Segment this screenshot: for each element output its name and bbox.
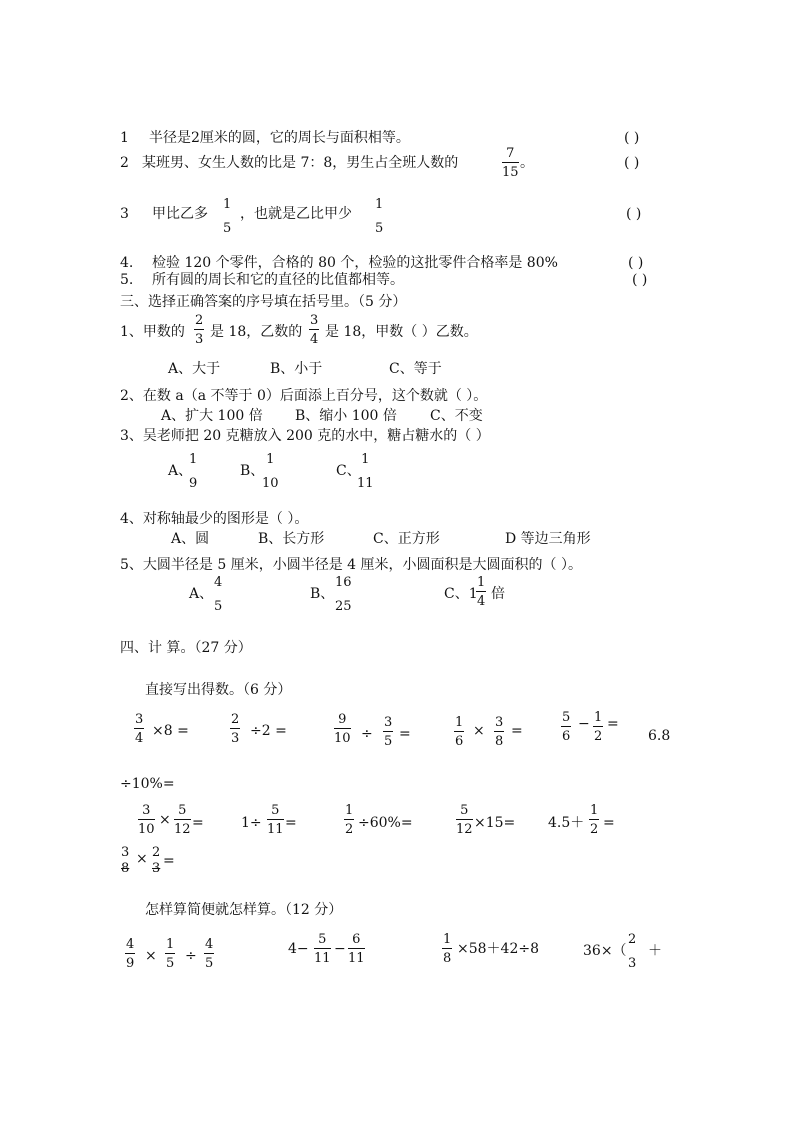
judge-q5-answer-paren[interactable]: ( ): [632, 272, 648, 288]
calc-r2-e5-lead: 4.5＋: [548, 815, 585, 831]
calc-r1-e4-operator: ×: [473, 723, 485, 739]
calc-r1-e5-fraction-b: $\frac{1}{2}$: [594, 710, 603, 744]
choice-q2-text: 2、在数 a（a 不等于 0）后面添上百分号，这个数就（ ）。: [120, 388, 488, 404]
choice-q3-option-c-fraction: 1 11: [357, 452, 374, 491]
calc-r4-e2-fraction-b: $\frac{6}{11}$: [348, 932, 365, 966]
calc-r3-e1-fraction-a: 3 8: [121, 845, 130, 876]
judge-q3-text-a: 甲比乙多: [152, 206, 208, 222]
choice-q1-text-a: 1、甲数的: [120, 324, 185, 340]
calc-r4-e2-fraction-a: $\frac{5}{11}$: [314, 932, 331, 966]
calc-r1-e2-tail: ÷2 =: [250, 723, 287, 739]
choice-q3-option-b-label[interactable]: B、: [240, 463, 265, 479]
choice-q3-option-a-fraction: 1 9: [189, 452, 198, 491]
calc-r4-e4-tail: ＋: [648, 943, 662, 959]
choice-q5-option-a-fraction: 4 5: [214, 575, 223, 614]
judge-q5-text: 所有圆的周长和它的直径的比值都相等。: [152, 272, 404, 288]
calc-r1-e5-tail: =: [607, 716, 619, 732]
calc-r4-e4-lead: 36×（: [583, 943, 627, 959]
judge-q1-text: 半径是2厘米的圆，它的周长与面积相等。: [149, 130, 410, 146]
choice-q3-option-b-fraction: 1 10: [262, 452, 279, 491]
judge-q3-text-b: ，也就是乙比甲少: [240, 206, 352, 222]
calc-r4-e2-lead: 4−: [288, 941, 309, 957]
choice-q1-text-c: 是 18，甲数（ ）乙数。: [325, 324, 478, 340]
choice-q3-text: 3、吴老师把 20 克糖放入 200 克的水中，糖占糖水的（ ）: [120, 428, 490, 444]
judge-q1-answer-paren[interactable]: ( ): [624, 130, 640, 146]
calc-r1-e6-part-a: 6.8: [648, 728, 671, 744]
choice-q5-option-a-label[interactable]: A、: [189, 586, 214, 602]
calc-r4-e4-fraction: 2 3: [628, 932, 637, 971]
calc-r3-e1-tail: =: [163, 853, 175, 869]
judge-q4-number: 4.: [120, 255, 134, 271]
calc-r2-e5-tail: =: [603, 815, 615, 831]
choice-q3-option-c-label[interactable]: C、: [336, 463, 361, 479]
calc-r2-e4-tail: ×15=: [474, 815, 516, 831]
calc-r2-e1-fraction-a: $\frac{3}{10}$: [138, 803, 155, 837]
choice-q4-option-a[interactable]: A、圆: [171, 531, 210, 547]
choice-q2-option-c[interactable]: C、不变: [430, 408, 483, 424]
calc-r4-e3-tail: ×58＋42÷8: [457, 941, 539, 957]
calc-r1-e4-tail: =: [511, 723, 523, 739]
calc-r4-e1-fraction-a: $\frac{4}{9}$: [126, 937, 135, 971]
calc-r1-e3-fraction-b: $\frac{3}{5}$: [384, 715, 393, 749]
calc-simple-title: 怎样算简便就怎样算。（12 分）: [145, 902, 343, 918]
calc-r4-e1-fraction-c: $\frac{4}{5}$: [205, 937, 214, 971]
calc-r2-e2-tail: =: [285, 815, 297, 831]
choice-q1-option-b[interactable]: B、小于: [270, 361, 323, 377]
calc-r2-e4-fraction: $\frac{5}{12}$: [456, 803, 473, 837]
calc-r2-e1-tail: =: [192, 815, 204, 831]
judge-q2-tail: 。: [520, 155, 534, 171]
calc-r3-e1-operator: ×: [136, 851, 148, 867]
calc-r2-e1-operator: ×: [159, 812, 171, 828]
judge-q3-fraction-2: 1 5: [375, 197, 384, 236]
choice-q4-option-d[interactable]: D 等边三角形: [505, 531, 591, 547]
choice-q1-fraction-2: $\frac{3}{4}$: [310, 313, 319, 347]
choice-q5-text: 5、大圆半径是 5 厘米，小圆半径是 4 厘米，小圆面积是大圆面积的（ ）。: [120, 557, 582, 573]
calc-r4-e2-operator: −: [334, 941, 346, 957]
calc-r4-e1-operator-2: ÷: [185, 948, 197, 964]
choice-q4-option-b[interactable]: B、长方形: [258, 531, 325, 547]
calc-r4-e3-fraction: $\frac{1}{8}$: [443, 932, 452, 966]
choice-q4-option-c[interactable]: C、正方形: [373, 531, 440, 547]
calc-r4-e1-operator-1: ×: [145, 948, 157, 964]
choice-q3-option-a-label[interactable]: A、: [168, 463, 193, 479]
choice-q1-fraction-1: $\frac{2}{3}$: [195, 313, 204, 347]
calc-r1-e3-tail: =: [399, 726, 411, 742]
calc-r2-e2-fraction: $\frac{5}{11}$: [267, 803, 284, 837]
choice-q5-option-c-fraction: $\frac{1}{4}$: [477, 575, 486, 609]
calc-r3-e1-fraction-b: 2 3: [152, 845, 161, 876]
judge-q2-number: 2: [120, 155, 129, 171]
judge-q1-number: 1: [120, 130, 129, 146]
judge-q3-answer-paren[interactable]: ( ): [626, 206, 642, 222]
choice-q2-option-b[interactable]: B、缩小 100 倍: [295, 408, 397, 424]
choice-q5-option-b-fraction: 16 25: [335, 575, 352, 614]
judge-q2-fraction: $\frac{7}{15}$: [502, 146, 519, 180]
calc-r2-e1-fraction-b: $\frac{5}{12}$: [174, 803, 191, 837]
calc-r2-e2-lead: 1÷: [241, 815, 262, 831]
choice-q5-option-c-label[interactable]: C、1: [444, 586, 478, 602]
choice-q5-option-b-label[interactable]: B、: [310, 586, 335, 602]
calc-r2-e3-fraction: $\frac{1}{2}$: [345, 803, 354, 837]
calc-section-heading: 四、计 算。（27 分）: [120, 640, 252, 656]
choice-q5-option-c-tail: 倍: [491, 586, 505, 602]
judge-q4-text: 检验 120 个零件，合格的 80 个，检验的这批零件合格率是 80%: [152, 255, 558, 271]
choice-section-heading: 三、选择正确答案的序号填在括号里。（5 分）: [120, 294, 407, 310]
choice-q1-option-a[interactable]: A、大于: [168, 361, 221, 377]
calc-r1-e3-fraction-a: $\frac{9}{10}$: [334, 712, 351, 746]
calc-r1-e4-fraction-b: $\frac{3}{8}$: [495, 715, 504, 749]
calc-r1-e2-fraction: $\frac{2}{3}$: [231, 712, 240, 746]
calc-r1-e3-operator: ÷: [361, 726, 373, 742]
judge-q5-number: 5.: [120, 272, 134, 288]
judge-q2-answer-paren[interactable]: ( ): [624, 155, 640, 171]
choice-q4-text: 4、对称轴最少的图形是（ ）。: [120, 511, 309, 527]
judge-q3-number: 3: [120, 206, 129, 222]
calc-r1-e5-operator: −: [578, 716, 590, 732]
calc-direct-title: 直接写出得数。（6 分）: [145, 682, 292, 698]
calc-r1-e1-tail: ×8 =: [152, 723, 189, 739]
choice-q1-option-c[interactable]: C、等于: [389, 361, 442, 377]
calc-r2-e5-fraction: $\frac{1}{2}$: [590, 803, 599, 837]
judge-q2-text: 某班男、女生人数的比是 7：8，男生占全班人数的: [142, 155, 459, 171]
calc-r1-e5-fraction-a: $\frac{5}{6}$: [562, 710, 571, 744]
choice-q1-text-b: 是 18，乙数的: [210, 324, 303, 340]
calc-r1-e4-fraction-a: $\frac{1}{6}$: [455, 715, 464, 749]
judge-q3-fraction-1: 1 5: [223, 197, 232, 236]
calc-r1-e6-part-b: ÷10%=: [120, 776, 175, 792]
calc-r2-e3-tail: ÷60%=: [358, 815, 413, 831]
calc-r1-e1-fraction: $\frac{3}{4}$: [135, 712, 144, 746]
calc-r4-e1-fraction-b: $\frac{1}{5}$: [166, 937, 175, 971]
judge-q4-answer-paren[interactable]: ( ): [628, 255, 644, 271]
choice-q2-option-a[interactable]: A、扩大 100 倍: [161, 408, 263, 424]
